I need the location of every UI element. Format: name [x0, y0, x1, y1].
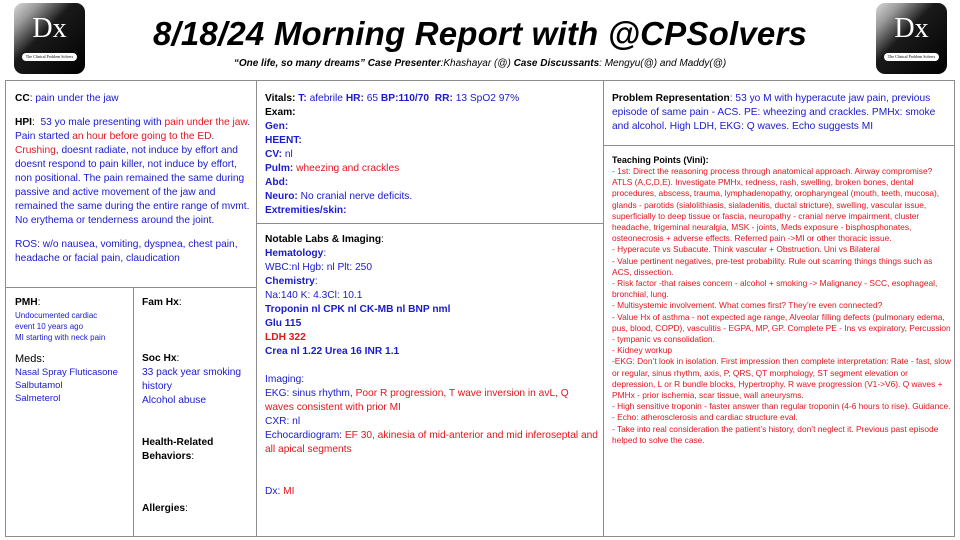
- teaching-point: - 1st: Direct the reasoning process through anatomical approach. Airway compromise? ATLS (A,C,D,E). Investigate PMHx, redness, rash, swelling, broken bones, dental procedures, abscess, trauma, lymphadenopathy, oropharyngeal (mouth, teeth, mucosa), glands - parotids (sialolithiasis, sialadenitis, ductal stricture), swelling, vascular issue, superficially to deep tissue or fascia, neuropathy - cranial nerve impairment, cluster headache, trigeminal neuralgia, MSK - joints, Meds exposure - bisphosphonates, osteonecrosis + adverse effects. Referred pain ->MI or other thoracic issue.: [612, 166, 940, 244]
- exam-neuro: Neuro: No cranial nerve deficits.: [265, 191, 413, 202]
- exam-extremities: Extremities/skin:: [265, 205, 347, 216]
- glucose: Glu 115: [265, 318, 302, 329]
- page-title: 8/18/24 Morning Report with @CPSolvers: [152, 15, 808, 52]
- ekg: EKG: sinus rhythm, Poor R progression, T wave inversion in avL, Q waves consistent with prior MI: [265, 388, 569, 413]
- hematology-label: Hematology:: [265, 248, 327, 259]
- discussants-names: : Mengyu(@) and Maddy(@): [599, 58, 727, 69]
- dx-logo-right: [876, 3, 947, 74]
- soc-hx-line: 33 pack year smoking history: [142, 367, 242, 392]
- teaching-point: - Risk factor -that raises concern - alcohol + smoking -> Malignancy - SCC, esophageal, bronchial, lung.: [612, 278, 938, 300]
- teaching-point: - Value Hx of asthma - not expected age range, Alveolar filling defects (pulmonary edema, pus, blood, COPD), vasculitis - EGPA, MP, GP. Complete PE - Ins vs expiratory, Percussion - tympanic vs consolidation.: [612, 311, 951, 345]
- history-section: [142, 296, 254, 516]
- exam-label: Exam:: [265, 107, 296, 118]
- teaching-point: - High sensitive troponin - faster answer than regular troponin (4-6 hours to rise). Guidance.: [612, 401, 951, 412]
- renal-labs: Crea nl 1.22 Urea 16 INR 1.1: [265, 346, 400, 357]
- presenter-name: :Khashayar (@): [440, 58, 511, 69]
- soc-hx-label: Soc Hx:: [142, 353, 180, 364]
- hpi: HPI: 53 yo male presenting with pain under the jaw. Pain started an hour before going to the ED. Crushing, doesnt radiate, not induce by effort and doesnt respond to pain killer, not induce by effort, non positional. The pain remained the same during passive and active movement of the jaw and remained the same during the entire range of mvmt. No erythema or tenderness around the joint.: [15, 117, 251, 226]
- imaging-label: Imaging:: [265, 374, 305, 385]
- teaching-point: - Multisystemic involvement. What comes first? They’re even connected?: [612, 300, 883, 311]
- vitals: Vitals: T: afebrile HR: 65 BP:110/70 RR: 13 SpO2 97%: [265, 93, 520, 104]
- teaching-points-label: Teaching Points (Vini):: [612, 155, 709, 165]
- pmh-meds-section: [15, 296, 131, 405]
- divider: [256, 80, 257, 537]
- divider: [5, 287, 256, 288]
- subtitle: [90, 57, 870, 70]
- logo-dx-text: Dx: [32, 13, 67, 44]
- chemistry-values: Na:140 K: 4.3Cl: 10.1: [265, 290, 363, 301]
- dx-logo-left: [14, 3, 85, 74]
- hematology-values: WBC:nl Hgb: nl Plt: 250: [265, 262, 373, 273]
- teaching-point: - Kidney workup: [612, 345, 673, 356]
- meds-label: Meds:: [15, 353, 45, 365]
- labs-label: Notable Labs & Imaging:: [265, 234, 384, 245]
- teaching-point: - Hyperacute vs Subacute. Think vascular + Obstruction. Uni vs Bilateral: [612, 244, 880, 255]
- exam-abd: Abd:: [265, 177, 289, 188]
- teaching-point: -EKG: Don’t look in isolation. First impression then complete interpretation: Rate - fast, slow or regular, sinus rhythm, axis, P, QRS, QT morphology, ST segment elevation or depression, L or R bundle blocks, Hypertrophy. R wave progression (V1->V6). Q waves + PMHx - prior ischemia, scar tissue, wall aneurysms.: [612, 356, 951, 401]
- med-item: Salmeterol: [15, 393, 61, 404]
- exam-cv: CV: nl: [265, 149, 293, 160]
- diagnosis: Dx: MI: [265, 486, 295, 497]
- health-behaviors-label: Health-Related Behaviors:: [142, 437, 214, 462]
- pmh-line: MI starting with neck pain: [15, 333, 106, 342]
- cardiac-labs: Troponin nl CPK nl CK-MB nl BNP nml: [265, 304, 451, 315]
- fam-hx-label: Fam Hx:: [142, 297, 182, 308]
- soc-hx-line: Alcohol abuse: [142, 395, 207, 406]
- divider: [603, 145, 955, 146]
- ldh: LDH 322: [265, 332, 306, 343]
- presenter-label: Case Presenter: [367, 58, 441, 69]
- pmh-label: PMH:: [15, 297, 41, 308]
- teaching-point: - Value pertinent negatives, pre-test probability. Rule out scarring things things such as ACS, dissection.: [612, 255, 933, 277]
- med-item: Salbutamol: [15, 380, 63, 391]
- logo-tagline: The Clinical Problem Solvers: [884, 53, 939, 61]
- divider: [603, 80, 604, 537]
- divider: [133, 287, 134, 537]
- quote: “One life, so many dreams”: [233, 58, 365, 69]
- logo-dx-text: Dx: [894, 13, 929, 44]
- exam-gen: Gen:: [265, 121, 289, 132]
- cxr: CXR: nl: [265, 416, 301, 427]
- chemistry-label: Chemistry:: [265, 276, 318, 287]
- teaching-point: - Echo: atherosclerosis and cardiac structure eval.: [612, 412, 798, 423]
- problem-representation: Problem Representation: 53 yo M with hyperacute jaw pain, previous episode of same pain - ACS. PE: wheezing and crackles. PMHx: smoke and alcohol. High LDH, EKG: Q waves. Echo suggests MI: [612, 93, 936, 132]
- teaching-points: [612, 154, 952, 446]
- logo-tagline: The Clinical Problem Solvers: [22, 53, 77, 61]
- divider: [256, 223, 603, 224]
- vitals-exam-section: [265, 92, 600, 218]
- exam-pulm: Pulm: wheezing and crackles: [265, 163, 400, 174]
- echo: Echocardiogram: EF 30, akinesia of mid-anterior and mid inferoseptal and all apical segments: [265, 430, 598, 455]
- teaching-point: - Take into real consideration the patient’s history, don’t neglect it. Previous past episode helped to solve the case.: [612, 423, 939, 445]
- allergies-label: Allergies:: [142, 503, 188, 514]
- med-item: Nasal Spray Fluticasone: [15, 367, 118, 378]
- discussants-label: Case Discussants: [513, 58, 600, 69]
- ros: ROS: w/o nausea, vomiting, dyspnea, chest pain, headache or facial pain, claudication: [15, 239, 238, 264]
- pmh-line: Undocumented cardiac: [15, 311, 98, 320]
- chief-complaint: CC: pain under the jaw: [15, 93, 119, 104]
- exam-heent: HEENT:: [265, 135, 302, 146]
- cc-hpi-section: [15, 92, 251, 266]
- pmh-line: event 10 years ago: [15, 322, 84, 331]
- labs-imaging-section: [265, 233, 600, 499]
